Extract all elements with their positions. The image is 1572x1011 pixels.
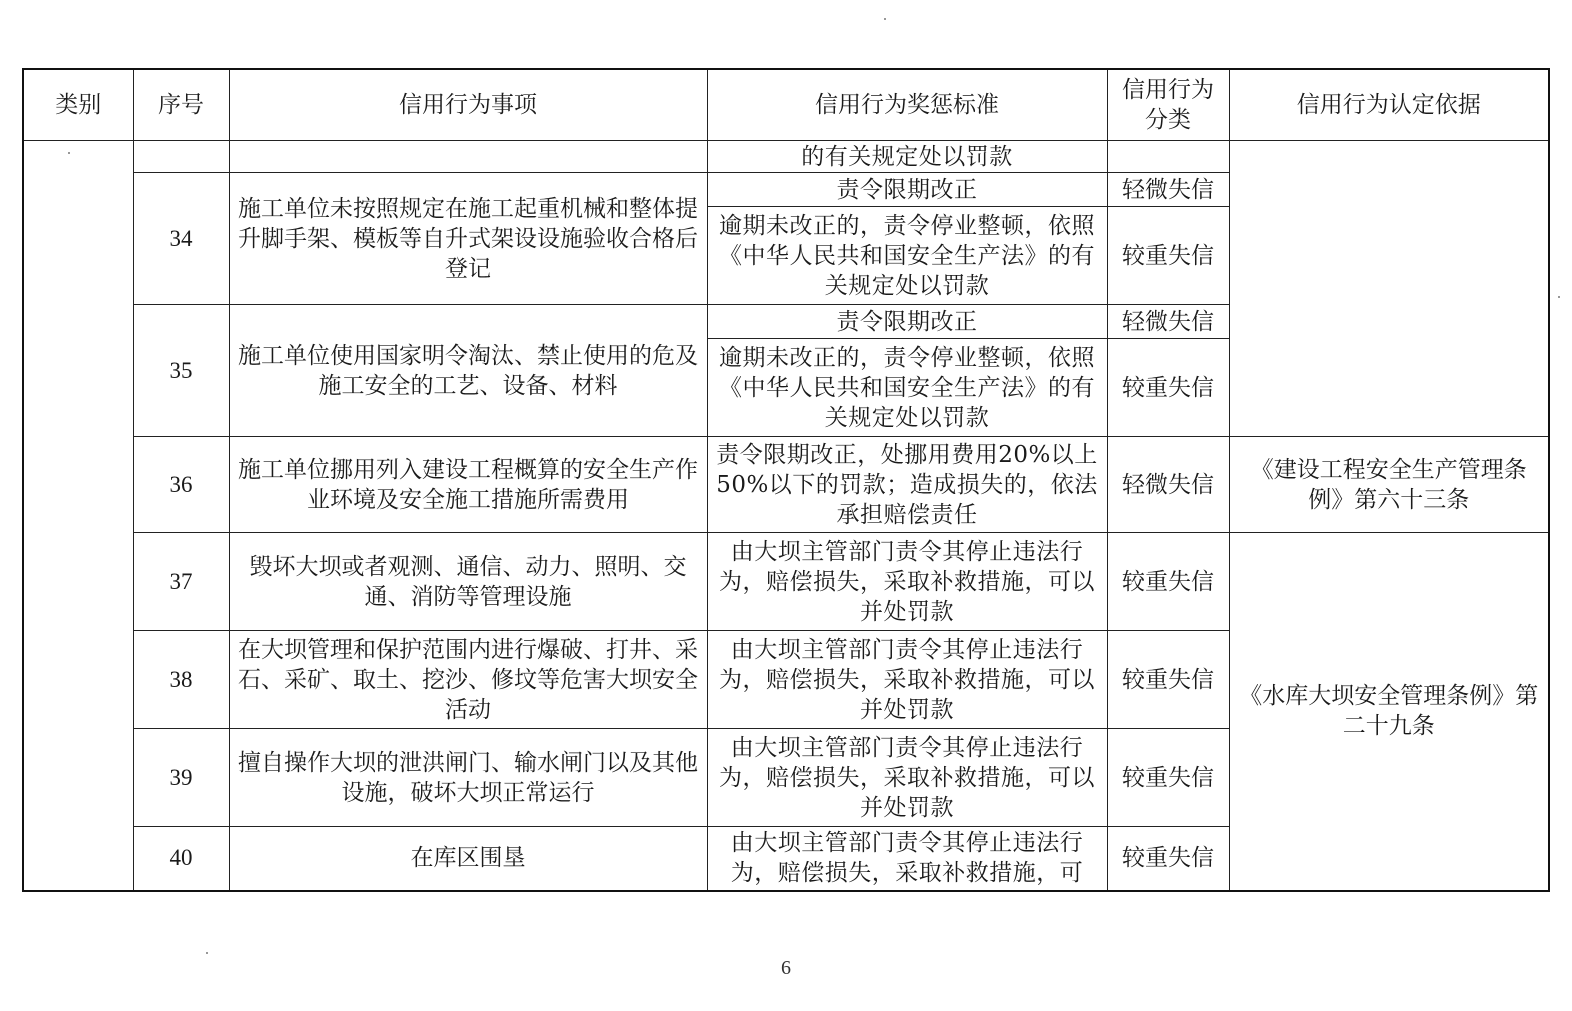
page-number: 6 xyxy=(781,957,791,979)
seq-cell: 40 xyxy=(133,827,229,891)
table-row xyxy=(23,533,1549,631)
table-header-row xyxy=(23,69,1549,141)
standard-cell: 由大坝主管部门责令其停止违法行为，赔偿损失，采取补救措施，可以并处罚款 xyxy=(707,631,1107,729)
item-cell: 施工单位未按照规定在施工起重机械和整体提升脚手架、模板等自升式架设设施验收合格后登记 xyxy=(229,173,707,305)
item-cell: 施工单位使用国家明令淘汰、禁止使用的危及施工安全的工艺、设备、材料 xyxy=(229,305,707,437)
seq-cell: 36 xyxy=(133,437,229,533)
standard-cell: 的有关规定处以罚款 xyxy=(707,141,1107,173)
standard-cell: 由大坝主管部门责令其停止违法行为，赔偿损失，采取补救措施，可以并处罚款 xyxy=(707,729,1107,827)
classification-cell: 较重失信 xyxy=(1107,827,1229,891)
basis-cell: 《水库大坝安全管理条例》第二十九条 xyxy=(1229,533,1549,891)
header-seq: 序号 xyxy=(133,69,229,141)
scan-speck xyxy=(68,152,70,154)
item-cell: 擅自操作大坝的泄洪闸门、输水闸门以及其他设施，破坏大坝正常运行 xyxy=(229,729,707,827)
classification-cell: 较重失信 xyxy=(1107,631,1229,729)
standard-cell: 由大坝主管部门责令其停止违法行为，赔偿损失，采取补救措施，可 xyxy=(707,827,1107,891)
classification-cell: 轻微失信 xyxy=(1107,437,1229,533)
scan-speck xyxy=(884,18,886,20)
standard-cell: 逾期未改正的，责令停业整顿，依照《中华人民共和国安全生产法》的有关规定处以罚款 xyxy=(707,207,1107,305)
standard-cell: 逾期未改正的，责令停业整顿，依照《中华人民共和国安全生产法》的有关规定处以罚款 xyxy=(707,339,1107,437)
basis-cell: 《建设工程安全生产管理条例》第六十三条 xyxy=(1229,437,1549,533)
seq-cell: 38 xyxy=(133,631,229,729)
item-cell: 施工单位挪用列入建设工程概算的安全生产作业环境及安全施工措施所需费用 xyxy=(229,437,707,533)
header-category: 类别 xyxy=(23,69,133,141)
classification-cell: 较重失信 xyxy=(1107,207,1229,305)
item-cell: 毁坏大坝或者观测、通信、动力、照明、交通、消防等管理设施 xyxy=(229,533,707,631)
standard-cell: 由大坝主管部门责令其停止违法行为，赔偿损失，采取补救措施，可以并处罚款 xyxy=(707,533,1107,631)
seq-cell: 35 xyxy=(133,305,229,437)
seq-cell-empty xyxy=(133,141,229,173)
table-row xyxy=(23,141,1549,173)
item-cell: 在库区围垦 xyxy=(229,827,707,891)
seq-cell: 39 xyxy=(133,729,229,827)
item-cell: 在大坝管理和保护范围内进行爆破、打井、采石、采矿、取土、挖沙、修坟等危害大坝安全活动 xyxy=(229,631,707,729)
table-row xyxy=(23,437,1549,533)
header-item: 信用行为事项 xyxy=(229,69,707,141)
classification-cell: 轻微失信 xyxy=(1107,173,1229,207)
seq-cell: 34 xyxy=(133,173,229,305)
header-basis: 信用行为认定依据 xyxy=(1229,69,1549,141)
standard-cell: 责令限期改正 xyxy=(707,173,1107,207)
item-cell-empty xyxy=(229,141,707,173)
basis-cell-empty xyxy=(1229,141,1549,437)
classification-cell: 较重失信 xyxy=(1107,533,1229,631)
classification-cell-empty xyxy=(1107,141,1229,173)
classification-cell: 较重失信 xyxy=(1107,339,1229,437)
credit-behavior-table xyxy=(22,68,1550,892)
category-cell xyxy=(23,141,133,891)
classification-cell: 轻微失信 xyxy=(1107,305,1229,339)
scan-speck xyxy=(1558,296,1560,298)
header-classification: 信用行为分类 xyxy=(1107,69,1229,141)
standard-cell: 责令限期改正，处挪用费用20%以上50%以下的罚款；造成损失的，依法承担赔偿责任 xyxy=(707,437,1107,533)
classification-cell: 较重失信 xyxy=(1107,729,1229,827)
standard-cell: 责令限期改正 xyxy=(707,305,1107,339)
seq-cell: 37 xyxy=(133,533,229,631)
scan-speck xyxy=(206,952,208,954)
header-standard: 信用行为奖惩标准 xyxy=(707,69,1107,141)
